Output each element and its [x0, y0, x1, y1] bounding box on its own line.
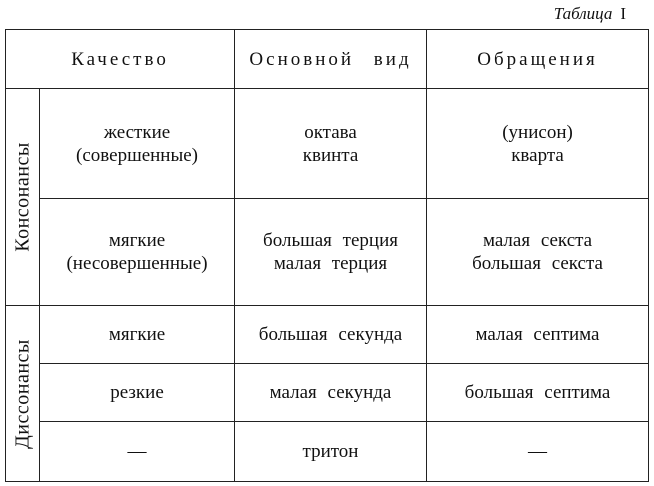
- table-row: [6, 89, 649, 199]
- cell-line: большая секста: [472, 253, 603, 274]
- table-caption: [554, 4, 626, 24]
- cell-basic: [235, 89, 427, 199]
- cell-quality: резкие: [40, 364, 235, 422]
- cell-line: мягкие: [108, 230, 166, 251]
- group-dissonances-label: Диссонансы: [11, 338, 33, 449]
- cell-line: октава: [304, 121, 357, 143]
- cell-line: кварта: [511, 144, 564, 166]
- cell-inversions: [427, 89, 649, 199]
- cell-quality: [40, 199, 235, 306]
- header-quality: Качество: [6, 30, 235, 89]
- caption-word: Таблица: [553, 4, 613, 23]
- cell-line: малая терция: [273, 253, 388, 274]
- cell-inversions: —: [427, 422, 649, 482]
- cell-basic: [235, 199, 427, 306]
- cell-quality: мягкие: [40, 306, 235, 364]
- cell-quality: —: [40, 422, 235, 482]
- cell-line: квинта: [302, 144, 359, 166]
- table-row: [6, 199, 649, 306]
- cell-line: большая терция: [263, 230, 398, 251]
- header-inversions: Обращения: [427, 30, 649, 89]
- cell-line: малая секста: [482, 230, 593, 251]
- cell-line: жесткие: [103, 121, 171, 143]
- header-basic-text: Основной вид: [249, 48, 412, 70]
- caption-number: I: [620, 4, 626, 23]
- cell-inversions: большая септима: [427, 364, 649, 422]
- cell-line: (совершенные): [76, 144, 198, 166]
- cell-basic: большая секунда: [235, 306, 427, 364]
- group-consonances-label: Консонансы: [11, 142, 33, 252]
- group-consonances: [6, 89, 40, 306]
- cell-basic: тритон: [235, 422, 427, 482]
- intervals-table: [5, 29, 649, 482]
- table-row: [6, 364, 649, 422]
- header-basic: [235, 30, 427, 89]
- cell-inversions: малая септима: [427, 306, 649, 364]
- table-header-row: [6, 30, 649, 89]
- cell-quality: [40, 89, 235, 199]
- cell-line: (унисон): [502, 121, 573, 143]
- cell-basic: малая секунда: [235, 364, 427, 422]
- cell-line: (несовершенные): [66, 253, 208, 274]
- table-row: [6, 422, 649, 482]
- group-dissonances: [6, 306, 40, 482]
- table-row: [6, 306, 649, 364]
- cell-inversions: [427, 199, 649, 306]
